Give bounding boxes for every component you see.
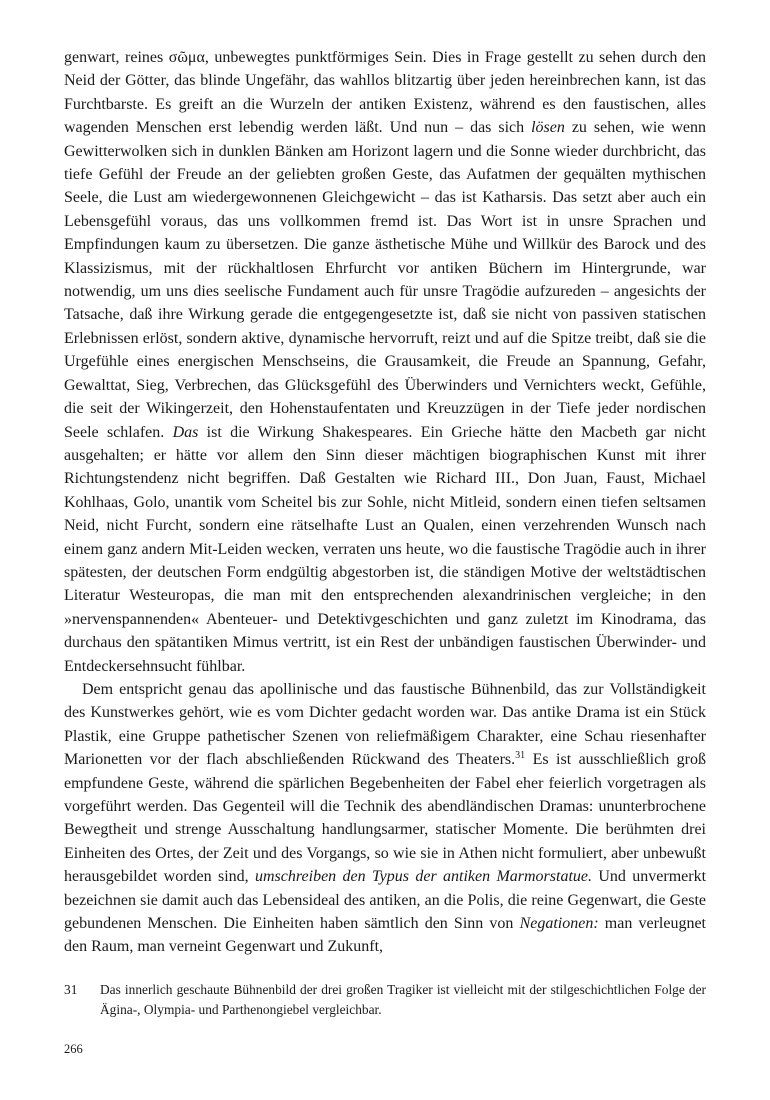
text-run: Dem entspricht genau das apollinische und das faustische Bühnenbild, das zur Vollständigkeit des Kunstwerkes gehört, wie es vom Dichter gedacht worden war. Das antike Drama ist ein Stück Plastik, eine Gruppe pathetischer Szenen von reliefmäßigem Charakter, eine Schau riesenhafter Marionetten vor der flach abschließenden Rückwand des Theaters. — [64, 680, 706, 769]
footnote-reference[interactable]: 31 — [515, 750, 526, 762]
paragraph — [64, 46, 706, 678]
text-run: genwart, reines σῶμα, unbewegtes punktförmiges Sein. Dies in Frage gestellt zu sehen durch den Neid der Götter, das blinde Ungefähr, das wahllos blitzartig über jeden hereinbrechen kann, ist das Furchtbarste. Es greift an die Wurzeln der antiken Existenz, während es den faustischen, alles wagenden Menschen erst lebendig werden läßt. Und nun – das sich — [64, 49, 706, 137]
text-run: zu sehen, wie wenn Gewitterwolken sich in dunklen Bänken am Horizont lagern und die Sonne wieder durchbricht, das tiefe Gefühl der Freude an der geliebten großen Geste, das Aufatmen der gequälten mythischen Seele, die Lust am wiedergewonnenen Gleichgewicht – das ist Katharsis. Das setzt aber auch ein Lebensgefühl voraus, das uns vollkommen fremd ist. Das Wort ist in unsre Sprachen und Empfindungen kaum zu übersetzen. Die ganze ästhetische Mühe und Willkür des Barock und des Klassizismus, mit der rückhaltlosen Ehrfurcht vor antiken Büchern im Hintergrunde, war notwendig, um uns dies seelische Fundament auch für unsre Tragödie aufzureden – angesichts der Tatsache, daß ihre Wirkung gerade die entgegengesetzte ist, daß sie nicht von passiven statischen Erlebnissen erlöst, sondern aktive, dynamische hervorruft, reizt und auf die Spitze treibt, daß sie die Urgefühle eines energischen Menschseins, die Grausamkeit, die Freude an Spannung, Gefahr, Gewalttat, Sieg, Verbrechen, das Glücksgefühl des Überwinders und Vernichters weckt, Gefühle, die seit der Wikingerzeit, den Hohenstaufentaten und Kreuzzügen in der Tiefe jeder nordischen Seele schlafen. — [64, 119, 706, 441]
footnote — [64, 980, 706, 1020]
emphasis: lösen — [531, 119, 565, 137]
footnote-number: 31 — [64, 982, 78, 997]
text-run: Es ist ausschließlich groß empfundene Geste, während die spärlichen Begebenheiten der Fabel eher feierlich vorgetragen als vorgeführt werden. Das Gegenteil will die Technik des abendländischen Dramas: ununterbrochene Bewegtheit und strenge Ausschaltung handlungsarmer, statischer Momente. Die berühmten drei Einheiten des Ortes, der Zeit und des Vorgangs, so wie sie in Athen nicht formuliert, aber unbewußt herausgebildet worden sind, — [64, 751, 706, 886]
footnote-text: Das innerlich geschaute Bühnenbild der drei großen Tragiker ist vielleicht mit der stilgeschichtlichen Folge der Ägina-, Olympia- und Parthenongiebel vergleichbar. — [100, 982, 706, 1017]
text-run: ist die Wirkung Shakespeares. Ein Grieche hätte den Macbeth gar nicht ausgehalten; er hätte vor allem den Sinn dieser mächtigen biographischen Kunst mit ihrer Richtungstendenz nicht begriffen. Daß Gestalten wie Richard III., Don Juan, Faust, Michael Kohlhaas, Golo, unantik vom Scheitel bis zur Sohle, nicht Mitleid, sondern einen tiefen seltsamen Neid, nicht Furcht, sondern eine rätselhafte Lust an Qualen, einen verzehrenden Wunsch nach einem ganz andern Mit-Leiden wecken, verraten uns heute, wo die faustische Tragödie auch in ihrer spätesten, der deutschen Form endgültig abgestorben ist, die ständigen Motive der weltstädtischen Literatur Westeuropas, die man mit den entsprechenden alexandrinischen vergleiche; in den »nervenspannenden« Abenteuer- und Detektivgeschichten und ganz zuletzt im Kinodrama, das durchaus den spätantiken Mimus vertritt, ist ein Rest der unbändigen faustischen Überwinder- und Entdeckersehnsucht fühlbar. — [64, 423, 706, 675]
paragraph — [64, 678, 706, 959]
emphasis: Das — [172, 423, 199, 441]
page-number: 266 — [64, 1042, 83, 1056]
text-run: Und unvermerkt bezeichnen sie damit auch das Lebensideal des antiken, an die Polis, die reine Gegenwart, die Geste gebundenen Menschen. Die Einheiten haben sämtlich den Sinn von — [64, 868, 707, 933]
emphasis: Negationen: — [519, 915, 599, 933]
text-run: man verleugnet den Raum, man verneint Gegenwart und Zukunft, — [64, 915, 706, 956]
main-text — [64, 46, 706, 959]
emphasis: umschreiben den Typus der antiken Marmorstatue. — [255, 868, 593, 886]
